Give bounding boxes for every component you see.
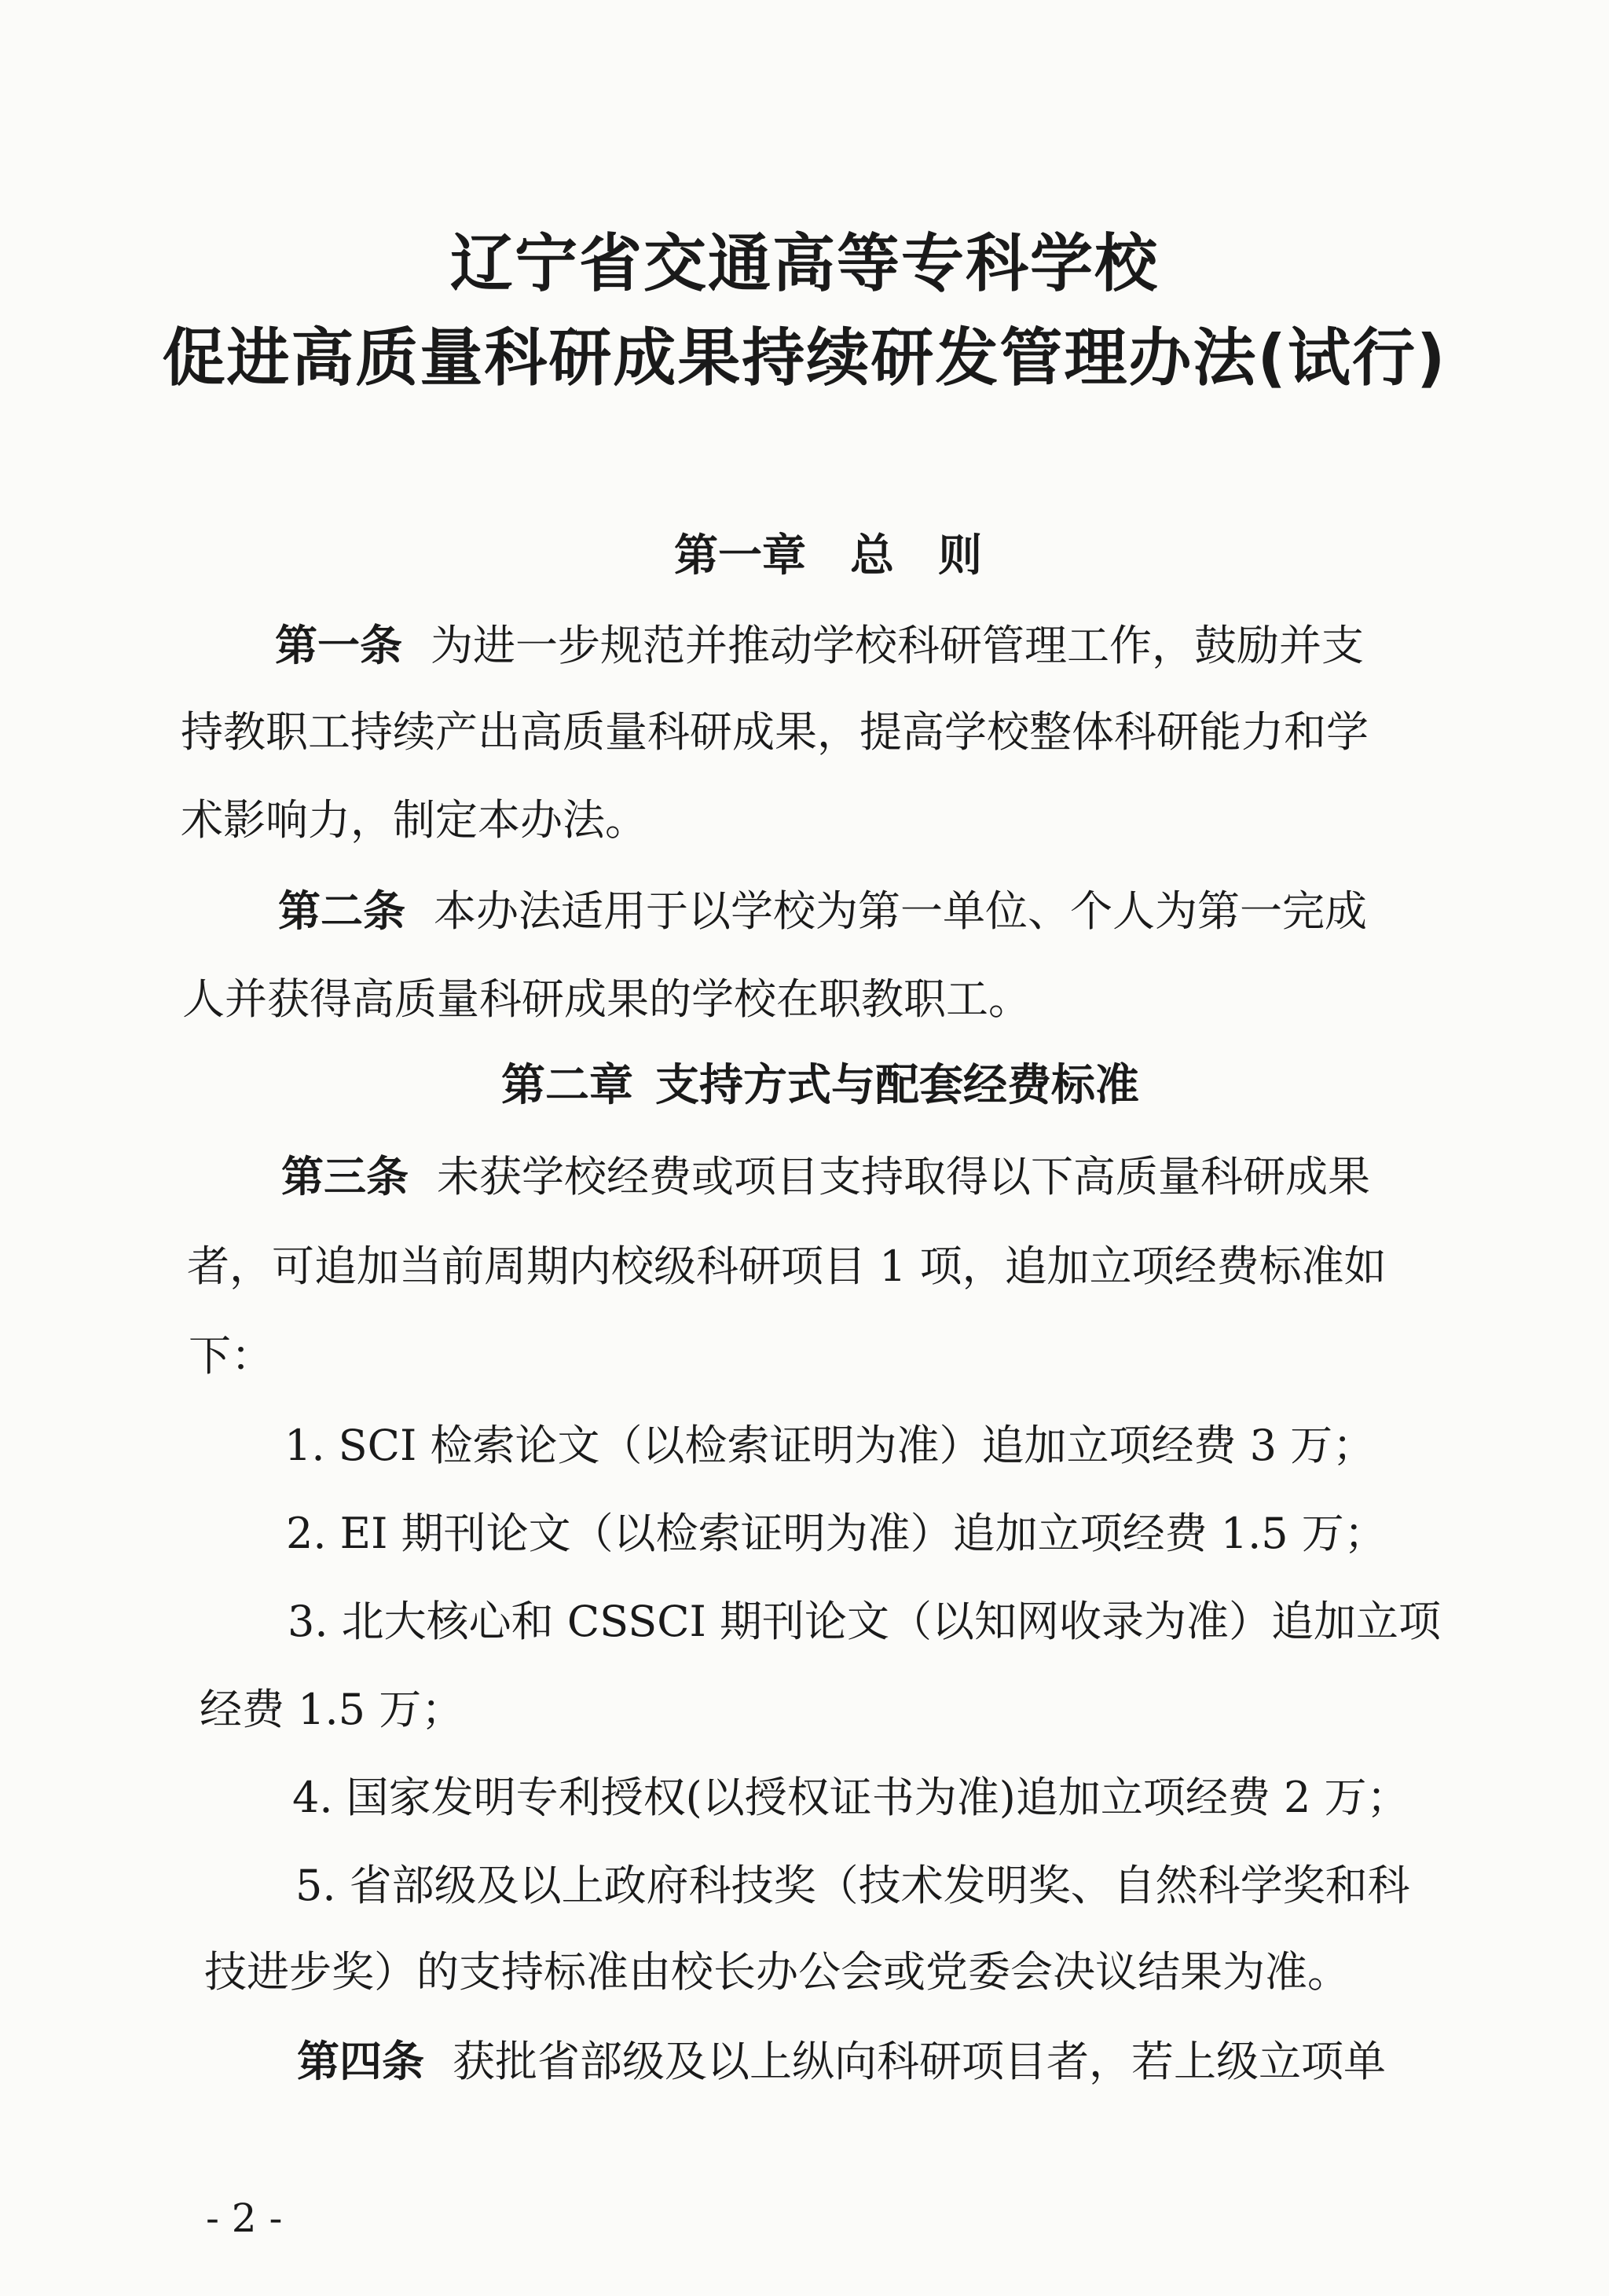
- document-title-line-1: 辽宁省交通高等专科学校: [450, 227, 1159, 300]
- chapter-1-name-a: 总: [850, 530, 894, 581]
- article-1-text-1: 为进一步规范并推动学校科研管理工作，鼓励并支: [431, 621, 1364, 670]
- chapter-1-number: 第一章: [674, 530, 806, 581]
- article-2-text-1: 本办法适用于以学校为第一单位、个人为第一完成: [434, 886, 1367, 936]
- article-3-line-2: 者，可追加当前周期内校级科研项目 1 项，追加立项经费标准如: [187, 1242, 1387, 1291]
- article-1-line-1: [275, 614, 1364, 677]
- article-2-line-2: 人并获得高质量科研成果的学校在职教职工。: [182, 974, 1031, 1024]
- chapter-1-heading: [24, 525, 1609, 588]
- article-1-line-3: 术影响力，制定本办法。: [181, 795, 647, 845]
- article-3-text-1: 未获学校经费或项目支持取得以下高质量科研成果: [437, 1152, 1370, 1201]
- list-item: 3. 北大核心和 CSSCI 期刊论文（以知网收录为准）追加立项: [288, 1597, 1442, 1646]
- article-3-line-3: 下：: [189, 1331, 273, 1381]
- article-1-line-2: 持教职工持续产出高质量科研成果，提高学校整体科研能力和学: [181, 707, 1369, 757]
- article-4-text-1: 获批省部级及以上纵向科研项目者，若上级立项单: [453, 2037, 1386, 2086]
- list-item-continuation: 经费 1.5 万；: [200, 1685, 464, 1734]
- article-4-line-1: [297, 2030, 1386, 2093]
- article-1-label: 第一条: [275, 621, 402, 670]
- chapter-2-number: 第二章: [501, 1060, 633, 1111]
- list-item: 2. EI 期刊论文（以检索证明为准）追加立项经费 1.5 万；: [286, 1509, 1387, 1558]
- article-3-line-1: [281, 1146, 1370, 1209]
- list-item: 4. 国家发明专利授权(以授权证书为准)追加立项经费 2 万；: [292, 1773, 1409, 1822]
- chapter-2-heading: [16, 1054, 1609, 1117]
- list-item: 5. 省部级及以上政府科技奖（技术发明奖、自然科学奖和科: [295, 1861, 1410, 1910]
- article-4-label: 第四条: [297, 2037, 424, 2086]
- document-title-line-2: 促进高质量科研成果持续研发管理办法(试行): [162, 321, 1447, 394]
- list-item: 1. SCI 检索论文（以检索证明为准）追加立项经费 3 万；: [284, 1421, 1376, 1470]
- chapter-1-name-b: 则: [938, 530, 982, 581]
- page-number: - 2 -: [206, 2195, 283, 2241]
- article-2-line-1: [278, 880, 1367, 943]
- article-2-label: 第二条: [278, 886, 405, 936]
- chapter-2-name: 支持方式与配套经费标准: [655, 1060, 1139, 1111]
- list-item-continuation: 技进步奖）的支持标准由校长办公会或党委会决议结果为准。: [204, 1947, 1350, 1997]
- article-3-label: 第三条: [281, 1152, 409, 1201]
